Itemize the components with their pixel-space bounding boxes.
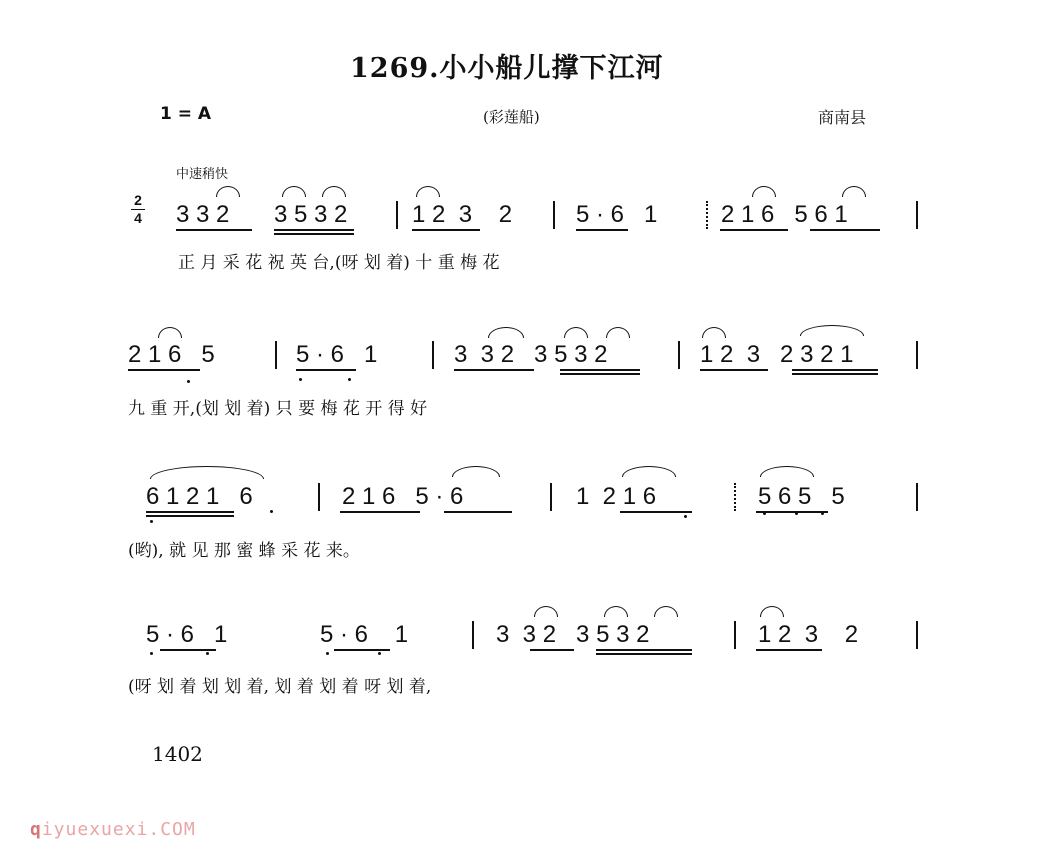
- beam: [146, 515, 234, 517]
- barline: [678, 341, 680, 369]
- barline: [550, 483, 552, 511]
- octave-dot: [348, 378, 351, 381]
- beam: [176, 229, 252, 231]
- measure-notes: 6 1 2 1 6: [146, 483, 253, 510]
- measure-notes: 2 1 6 5 6 1: [721, 201, 848, 228]
- system-3-lyrics: (哟), 就 见 那 蜜 蜂 采 花 来。: [128, 541, 360, 561]
- slur: [654, 606, 678, 617]
- barline: [396, 201, 398, 229]
- beam: [560, 369, 640, 371]
- barline-dashed: [706, 201, 708, 229]
- song-title: 1269.小小船儿撑下江河: [350, 53, 664, 84]
- measure-notes: 5 6 5 5: [758, 483, 845, 510]
- slur: [150, 466, 264, 479]
- slur: [564, 327, 588, 338]
- system-4-lyrics: (呀 划 着 划 划 着, 划 着 划 着 呀 划 着,: [128, 677, 432, 697]
- octave-dot: [150, 652, 153, 655]
- measure-notes: 5 · 6 1: [146, 621, 228, 648]
- octave-dot: [299, 378, 302, 381]
- octave-dot: [150, 520, 153, 523]
- key-signature: 1 = A: [160, 104, 212, 124]
- measure-notes: 5 · 6 1: [576, 201, 658, 228]
- measure-notes: 5 · 6 1: [296, 341, 378, 368]
- watermark-q: q: [30, 819, 42, 840]
- beam: [160, 649, 216, 651]
- octave-dot: [763, 512, 766, 515]
- beam: [792, 373, 878, 375]
- tempo-marking: 中速稍快: [176, 167, 229, 182]
- octave-dot: [187, 380, 190, 383]
- beam: [146, 511, 234, 513]
- system-2-lyrics: 九 重 开,(划 划 着) 只 要 梅 花 开 得 好: [128, 399, 428, 419]
- barline-dashed: [734, 483, 736, 511]
- page-number: 1402: [152, 742, 203, 766]
- octave-dot: [821, 512, 824, 515]
- beam: [576, 229, 628, 231]
- beam: [596, 649, 692, 651]
- measure-notes: 1 2 3 2 3 2 1: [700, 341, 854, 368]
- genre-label: (彩莲船): [483, 108, 540, 126]
- measure-notes: 2 1 6 5: [128, 341, 215, 368]
- beam: [274, 233, 354, 235]
- beam: [454, 369, 534, 371]
- beam: [810, 229, 880, 231]
- slur: [534, 606, 558, 617]
- beam: [334, 649, 390, 651]
- slur: [760, 606, 784, 617]
- watermark: [30, 819, 196, 840]
- measure-notes: 3 3 2 3 5 3 2: [454, 341, 608, 368]
- measure-notes: 5 · 6 1: [320, 621, 409, 648]
- measure-notes: 3 3 2: [176, 201, 230, 228]
- beam: [128, 369, 200, 371]
- barline: [916, 201, 918, 229]
- time-signature-bottom: 4: [134, 210, 142, 226]
- slur: [322, 186, 346, 197]
- barline: [275, 341, 277, 369]
- slur: [282, 186, 306, 197]
- barline: [553, 201, 555, 229]
- barline: [916, 483, 918, 511]
- barline: [916, 621, 918, 649]
- beam: [340, 511, 420, 513]
- slur: [606, 327, 630, 338]
- barline: [734, 621, 736, 649]
- beam: [792, 369, 878, 371]
- slur: [216, 186, 240, 197]
- barline: [432, 341, 434, 369]
- time-signature-top: 2: [134, 192, 142, 208]
- system-1-lyrics: 正 月 采 花 祝 英 台,(呀 划 着) 十 重 梅 花: [178, 253, 500, 273]
- slur: [488, 327, 524, 338]
- measure-notes: 1 2 1 6: [576, 483, 657, 510]
- slur: [416, 186, 440, 197]
- beam: [560, 373, 640, 375]
- octave-dot: [206, 652, 209, 655]
- beam: [756, 511, 828, 513]
- octave-dot: [270, 510, 273, 513]
- beam: [530, 649, 574, 651]
- octave-dot: [795, 512, 798, 515]
- slur: [752, 186, 776, 197]
- beam: [274, 229, 354, 231]
- beam: [296, 369, 356, 371]
- slur: [842, 186, 866, 197]
- slur: [760, 466, 814, 477]
- beam: [700, 369, 768, 371]
- octave-dot: [684, 515, 687, 518]
- octave-dot: [378, 652, 381, 655]
- barline: [318, 483, 320, 511]
- slur: [702, 327, 726, 338]
- beam: [596, 653, 692, 655]
- slur: [622, 466, 676, 477]
- slur: [800, 325, 864, 336]
- beam: [412, 229, 480, 231]
- beam: [756, 649, 822, 651]
- barline: [472, 621, 474, 649]
- measure-notes: 1 2 3 2: [412, 201, 513, 228]
- slur: [158, 327, 182, 338]
- slur: [604, 606, 628, 617]
- measure-notes: 1 2 3 2: [758, 621, 859, 648]
- beam: [444, 511, 512, 513]
- measure-notes: 2 1 6 5 · 6: [342, 483, 464, 510]
- slur: [452, 466, 500, 477]
- octave-dot: [326, 652, 329, 655]
- region-label: 商南县: [818, 108, 867, 127]
- beam: [720, 229, 788, 231]
- beam: [620, 511, 692, 513]
- watermark-text: iyuexuexi.COM: [41, 819, 196, 840]
- barline: [916, 341, 918, 369]
- measure-notes: 3 5 3 2: [274, 201, 348, 228]
- time-signature: [131, 193, 145, 226]
- measure-notes: 3 3 2 3 5 3 2: [496, 621, 650, 648]
